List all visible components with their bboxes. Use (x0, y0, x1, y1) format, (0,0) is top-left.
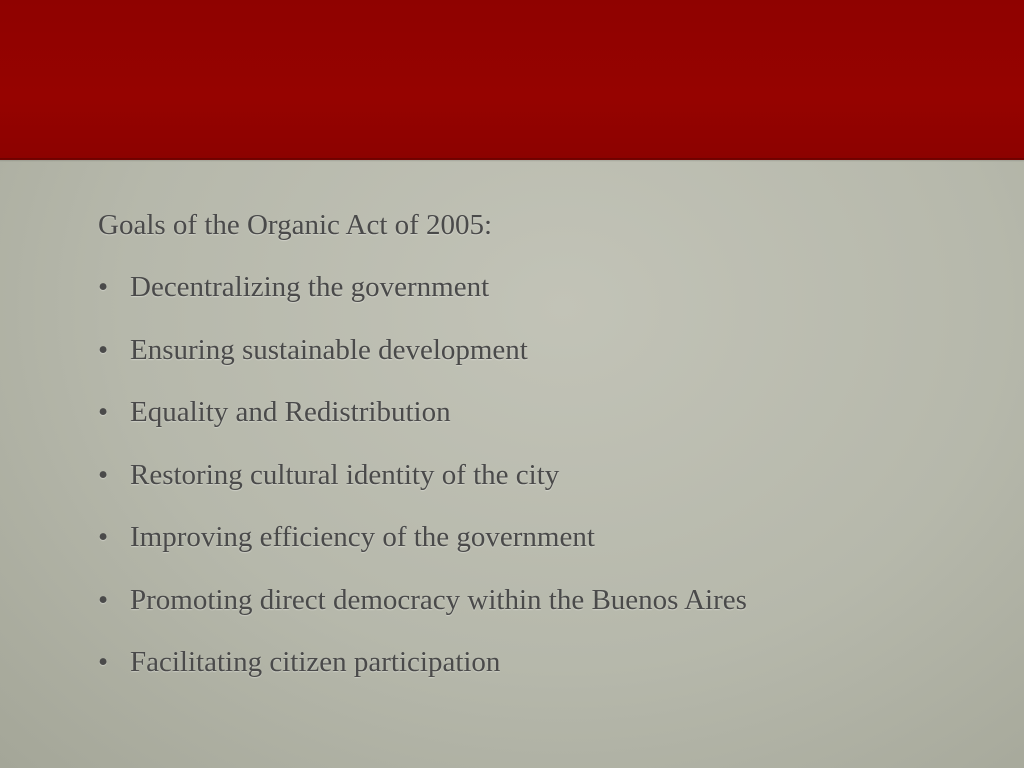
slide-body (98, 205, 978, 705)
bullet-item (98, 455, 978, 495)
bullet-text: Restoring cultural identity of the city (130, 458, 560, 491)
bullet-text: Facilitating citizen participation (130, 646, 501, 678)
bullet-icon: • (98, 271, 109, 303)
slide-heading: Goals of the Organic Act of 2005: (98, 209, 493, 241)
bullet-list (98, 267, 978, 682)
bullet-text: Improving efficiency of the government (130, 521, 595, 553)
bullet-item (98, 392, 978, 432)
bullet-icon: • (98, 333, 109, 366)
bullet-icon: • (98, 646, 109, 678)
bullet-icon: • (98, 396, 109, 428)
title-band-edge (0, 158, 1024, 162)
bullet-item (98, 267, 978, 307)
bullet-text: Decentralizing the government (130, 271, 490, 303)
bullet-text: Ensuring sustainable development (130, 333, 528, 366)
bullet-icon: • (98, 458, 109, 491)
bullet-icon: • (98, 583, 109, 616)
title-band (0, 0, 1024, 160)
bullet-item (98, 517, 978, 557)
bullet-item (98, 642, 978, 682)
bullet-icon: • (98, 521, 109, 553)
bullet-item (98, 580, 978, 620)
bullet-text: Equality and Redistribution (130, 396, 451, 428)
bullet-text: Promoting direct democracy within the Buenos Aires (130, 583, 747, 616)
bullet-item (98, 330, 978, 370)
